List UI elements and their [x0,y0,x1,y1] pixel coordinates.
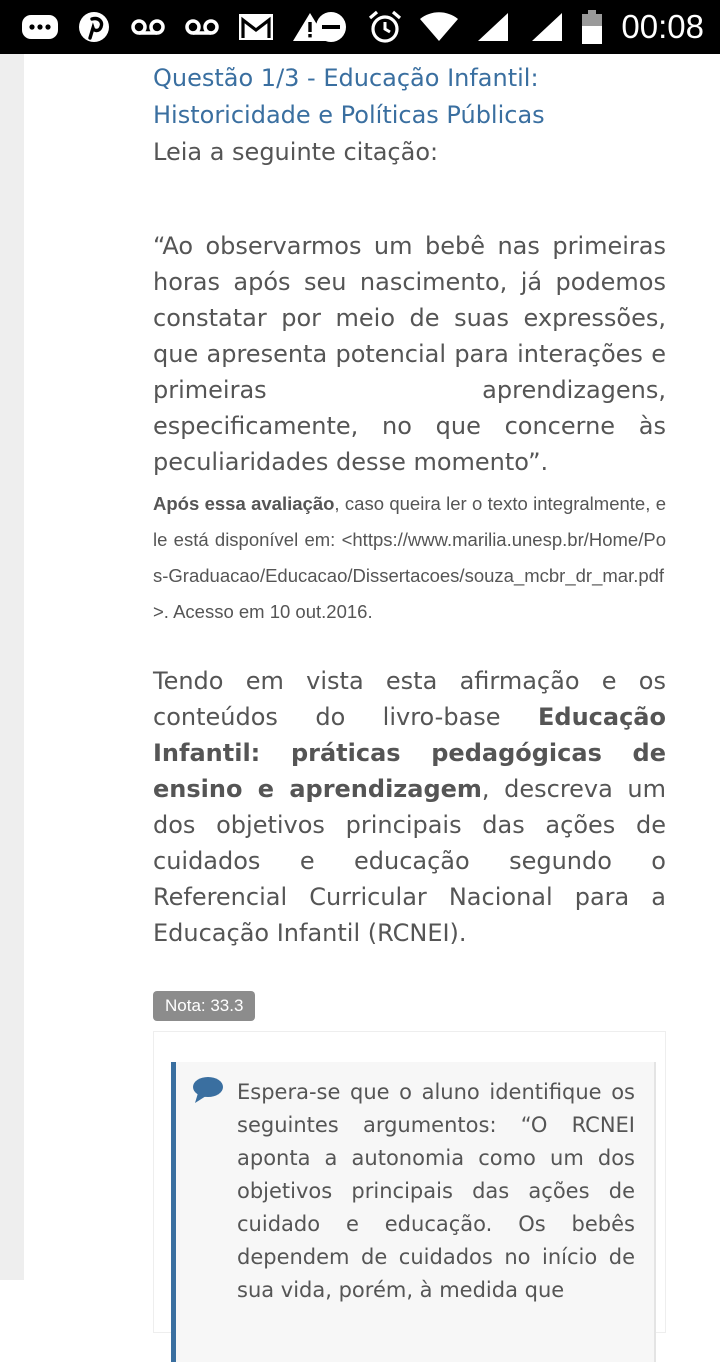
answer-panel [153,1031,666,1333]
question-title: Questão 1/3 - Educação Infantil: Historicidade e Políticas Públicas [153,64,545,129]
source-bold-text: Após essa avaliação [153,493,335,514]
question-prompt [153,663,666,951]
prompt-text-2: , descreva um dos objetivos principais das ações de cuidados e educação segundo o Referencial Curricular Nacional para a Educação Infantil (RCNEI). [153,775,666,947]
status-bar [0,0,720,54]
battery-icon [579,8,605,46]
grade-badge: Nota: 33.3 [153,991,255,1021]
messages-icon [18,8,62,46]
question-intro: Leia a seguinte citação: [153,138,439,166]
signal-icon [471,8,515,46]
notification-icons [18,8,332,46]
question-quote: “Ao observarmos um bebê nas primeiras horas após seu nascimento, já podemos constatar por meio de suas expressões, que apresenta potencial para interações e primeiras aprendizagens, especificamente, no que concerne às peculiaridades desse momento”. [153,232,666,476]
quote-source [153,486,666,630]
prompt-book-title: Educação Infantil: práticas pedagógicas de ensino e aprendizagem [153,703,666,803]
wifi-icon [417,8,461,46]
voicemail-icon [180,8,224,46]
do-not-disturb-icon [309,8,353,46]
comment-icon [192,1076,224,1106]
gmail-icon [234,8,278,46]
source-text: , caso queira ler o texto integralmente, ele está disponível em: <https://www.marilia.unesp.br/Home/Pos-Graduacao/Educacao/Dissertacoes/souza_mcbr_dr_mar.pdf>. Acesso em 10 out.2016. [153,493,666,622]
question-content [153,60,666,1333]
alarm-icon [363,8,407,46]
clock: 00:08 [621,8,704,45]
voicemail-icon [126,8,170,46]
answer-feedback [171,1062,656,1362]
prompt-text-1: Tendo em vista esta afirmação e os conteúdos do livro-base [153,667,666,731]
page-gutter [0,54,24,1280]
signal-icon [525,8,569,46]
answer-text: Espera-se que o aluno identifique os seguintes argumentos: “O RCNEI aponta a autonomia como um dos objetivos principais das ações de cuidado e educação. Os bebês dependem de cuidados no início de sua vida, porém, à medida que [237,1080,635,1302]
pinterest-icon [72,8,116,46]
system-icons [309,8,704,46]
